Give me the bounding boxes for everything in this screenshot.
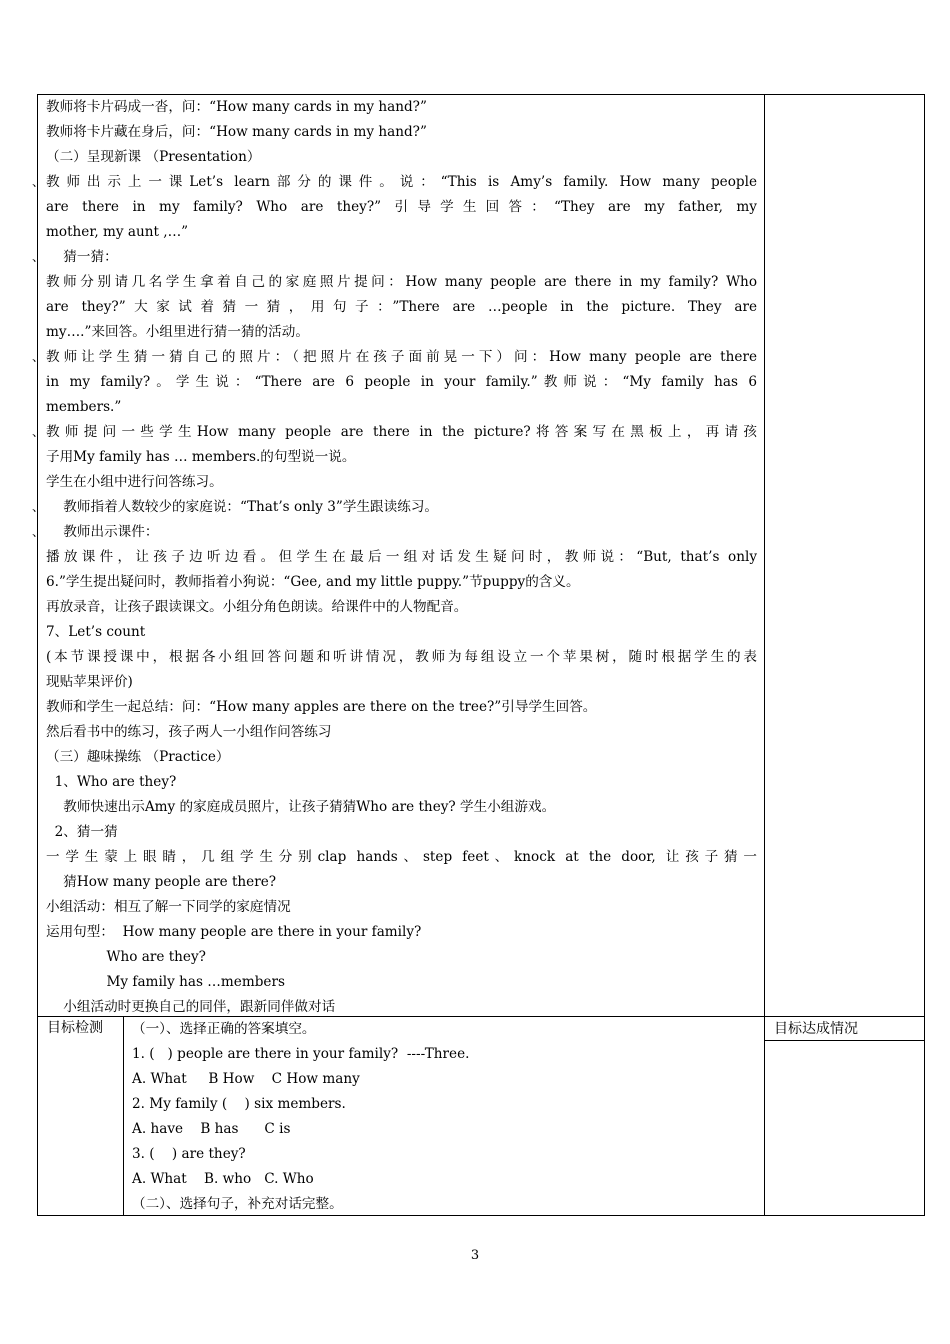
assessment-questions [132, 1017, 762, 1215]
lesson-plan-table [32, 94, 925, 1216]
body-line: （二）呈现新课 （Presentation） [46, 149, 261, 165]
table-border-right [924, 94, 925, 1216]
body-line: 教师出示上一课Let’s learn部分的课件。说：“This is Amy’s family. How many people [46, 174, 757, 190]
body-line: 教师和学生一起总结：问：“How many apples are there on the tree?”引导学生回答。 [46, 699, 597, 715]
body-line: 猜How many people are there? [46, 874, 277, 890]
body-line: 猜一猜： [46, 249, 118, 265]
body-line: 7、Let’s count [46, 624, 146, 640]
body-line: 教师快速出示Amy 的家庭成员照片，让孩子猜猜Who are they? 学生小组游戏。 [46, 799, 556, 815]
bullet-mark: 、 [32, 425, 45, 439]
body-line: 再放录音，让孩子跟读课文。小组分角色朗读。给课件中的人物配音。 [46, 599, 468, 615]
lesson-body [32, 95, 757, 1015]
page-number: 3 [470, 1248, 480, 1263]
body-line: (本节课授课中，根据各小组回答问题和听讲情况，教师为每组设立一个苹果树，随时根据学生的表 [46, 649, 757, 665]
question-options: A. have B has C is [132, 1121, 291, 1137]
question-line: 1. ( ) people are there in your family? ----Three. [132, 1046, 470, 1062]
table-border-label-col [123, 1016, 124, 1216]
body-line: 小组活动时更换自己的同伴，跟新同伴做对话 [46, 999, 336, 1015]
body-line: My family has …members [46, 974, 285, 990]
table-border-mid [764, 94, 765, 1216]
body-line: 播放课件，让孩子边听边看。但学生在最后一组对话发生疑问时，教师说：“But, that’s only [46, 549, 757, 565]
question-options: A. What B. who C. Who [132, 1171, 314, 1187]
body-line: 教师出示课件： [46, 524, 159, 540]
body-line: 教师分别请几名学生拿着自己的家庭照片提问：How many people are there in my family? Who [46, 274, 757, 290]
body-line: 子用My family has … members.的句型说一说。 [46, 449, 356, 465]
assessment-label: 目标检测 [47, 1020, 103, 1036]
body-line: 2、猜一猜 [46, 824, 118, 840]
bullet-mark: 、 [32, 350, 45, 364]
body-line: Who are they? [46, 949, 206, 965]
body-line: mother, my aunt ,…” [46, 224, 189, 240]
question-line: （二）、选择句子，补充对话完整。 [132, 1196, 343, 1212]
question-line: 2. My family ( ) six members. [132, 1096, 346, 1112]
body-line: 教师提问一些学生How many people are there in the picture?将答案写在黑板上，再请孩 [46, 424, 757, 440]
body-line: 然后看书中的练习，孩子两人一小组作问答练习 [46, 724, 332, 740]
body-line: 6.”学生提出疑问时，教师指着小狗说：“Gee, and my little puppy.”节puppy的含义。 [46, 574, 580, 590]
question-options: A. What B How C How many [132, 1071, 360, 1087]
result-label: 目标达成情况 [774, 1021, 858, 1037]
body-line: are they?”大家试着猜一猜，用句子：”There are …people in the picture. They are [46, 299, 757, 315]
body-line: 小组活动：相互了解一下同学的家庭情况 [46, 899, 291, 915]
question-line: 3. ( ) are they? [132, 1146, 246, 1162]
body-line: 教师将卡片藏在身后，问：“How many cards in my hand?” [46, 124, 427, 140]
bullet-mark: 、 [32, 500, 45, 514]
body-line: in my family?。学生说：“There are 6 people in your family.”教师说：“My family has 6 [46, 374, 757, 390]
question-line: （一）、选择正确的答案填空。 [132, 1021, 316, 1037]
body-line: members.” [46, 399, 122, 415]
body-line: 1、Who are they? [46, 774, 177, 790]
body-line: 一学生蒙上眼睛，几组学生分别clap hands、step feet、knock at the door, 让孩子猜一 [46, 849, 757, 865]
body-line: 教师将卡片码成一沓，问：“How many cards in my hand?” [46, 99, 427, 115]
body-line: （三）趣味操练 （Practice） [46, 749, 230, 765]
bullet-mark: 、 [32, 250, 45, 264]
body-line: 运用句型： How many people are there in your family? [46, 924, 422, 940]
body-line: 现贴苹果评价) [46, 674, 133, 690]
body-line: are there in my family? Who are they?” 引导学生回答：“They are my father, my [46, 199, 757, 215]
body-line: 学生在小组中进行问答练习。 [46, 474, 223, 490]
bullet-mark: 、 [32, 525, 45, 539]
bullet-mark: 、 [32, 175, 45, 189]
body-line: my….”来回答。小组里进行猜一猜的活动。 [46, 324, 309, 340]
body-line: 教师让学生猜一猜自己的照片：（把照片在孩子面前晃一下）问：How many people are there [46, 349, 757, 365]
body-line: 教师指着人数较少的家庭说：“That’s only 3”学生跟读练习。 [46, 499, 439, 515]
